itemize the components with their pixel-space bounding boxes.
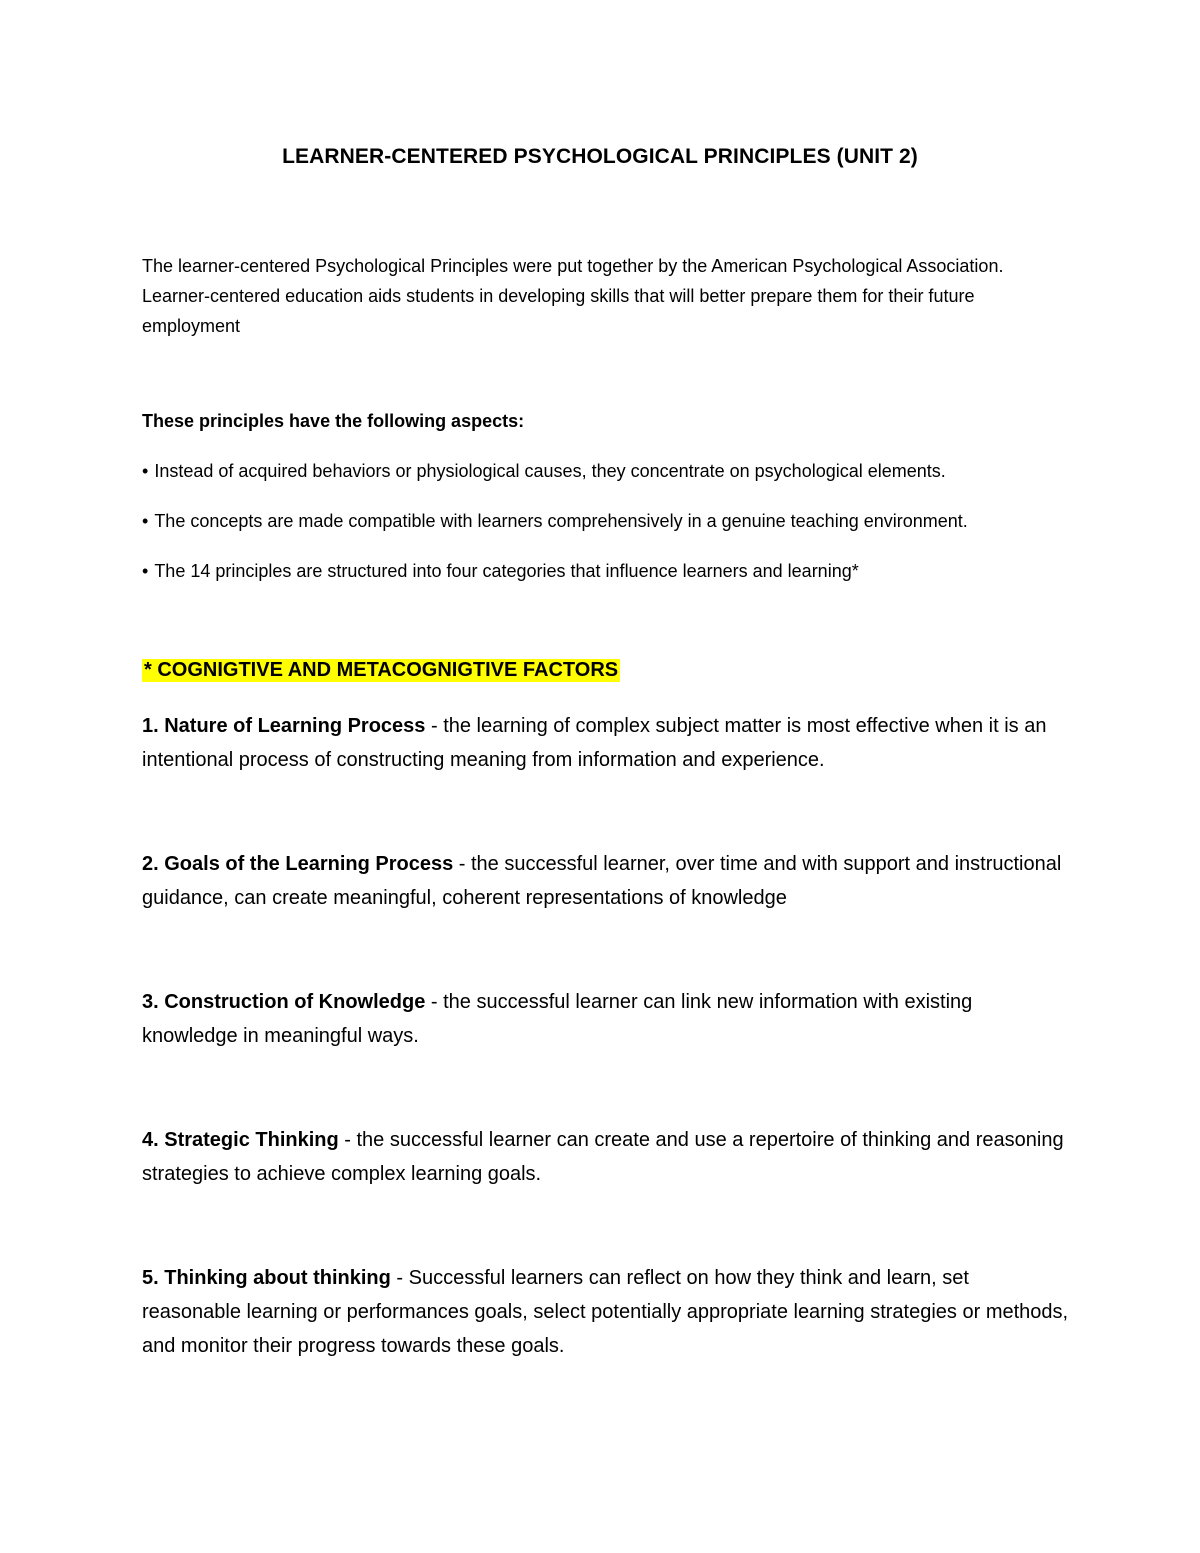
principle-item — [142, 1123, 1072, 1191]
principle-name: 3. Construction of Knowledge — [142, 991, 426, 1013]
principle-description: - Successful learners can reflect on how they think and learn, set reasonable learning or performances goals, select potentially appropriate learning strategies or methods, and monitor their progress towards these goals. — [142, 1267, 1069, 1357]
principle-item — [142, 709, 1072, 777]
principle-item — [142, 1261, 1072, 1363]
principle-description: - the successful learner can create and use a repertoire of thinking and reasoning strategies to achieve complex learning goals. — [142, 1129, 1064, 1185]
bullet-text: The concepts are made compatible with learners comprehensively in a genuine teaching environment. — [154, 511, 968, 531]
principle-name: 5. Thinking about thinking — [142, 1267, 391, 1289]
principle-item — [142, 985, 1072, 1053]
principle-name: 2. Goals of the Learning Process — [142, 853, 454, 875]
bullet-icon: • — [142, 511, 149, 531]
aspects-heading: These principles have the following aspects: — [142, 411, 525, 431]
bullet-item — [142, 461, 1082, 482]
document-title: LEARNER-CENTERED PSYCHOLOGICAL PRINCIPLES (UNIT 2) — [282, 145, 918, 168]
principle-name: 1. Nature of Learning Process — [142, 715, 426, 737]
bullet-icon: • — [142, 461, 149, 481]
bullet-text: Instead of acquired behaviors or physiological causes, they concentrate on psychological elements. — [154, 461, 946, 481]
bullet-item — [142, 511, 1082, 532]
principle-item — [142, 847, 1072, 915]
principle-name: 4. Strategic Thinking — [142, 1129, 339, 1151]
bullet-icon: • — [142, 561, 149, 581]
principle-description: - the learning of complex subject matter is most effective when it is an intentional process of constructing meaning from information and experience. — [142, 715, 1047, 771]
principle-description: - the successful learner can link new information with existing knowledge in meaningful ways. — [142, 991, 973, 1047]
principle-description: - the successful learner, over time and with support and instructional guidance, can create meaningful, coherent representations of knowledge — [142, 853, 1062, 909]
section-heading-highlighted: * COGNIGTIVE AND METACOGNIGTIVE FACTORS — [144, 659, 619, 681]
bullet-text: The 14 principles are structured into four categories that influence learners and learning* — [154, 561, 859, 581]
intro-paragraph: The learner-centered Psychological Principles were put together by the American Psychological Association. Learner-centered education aids students in developing skills that will better prepare them for their future employment — [142, 256, 1004, 336]
bullet-item — [142, 561, 1082, 582]
